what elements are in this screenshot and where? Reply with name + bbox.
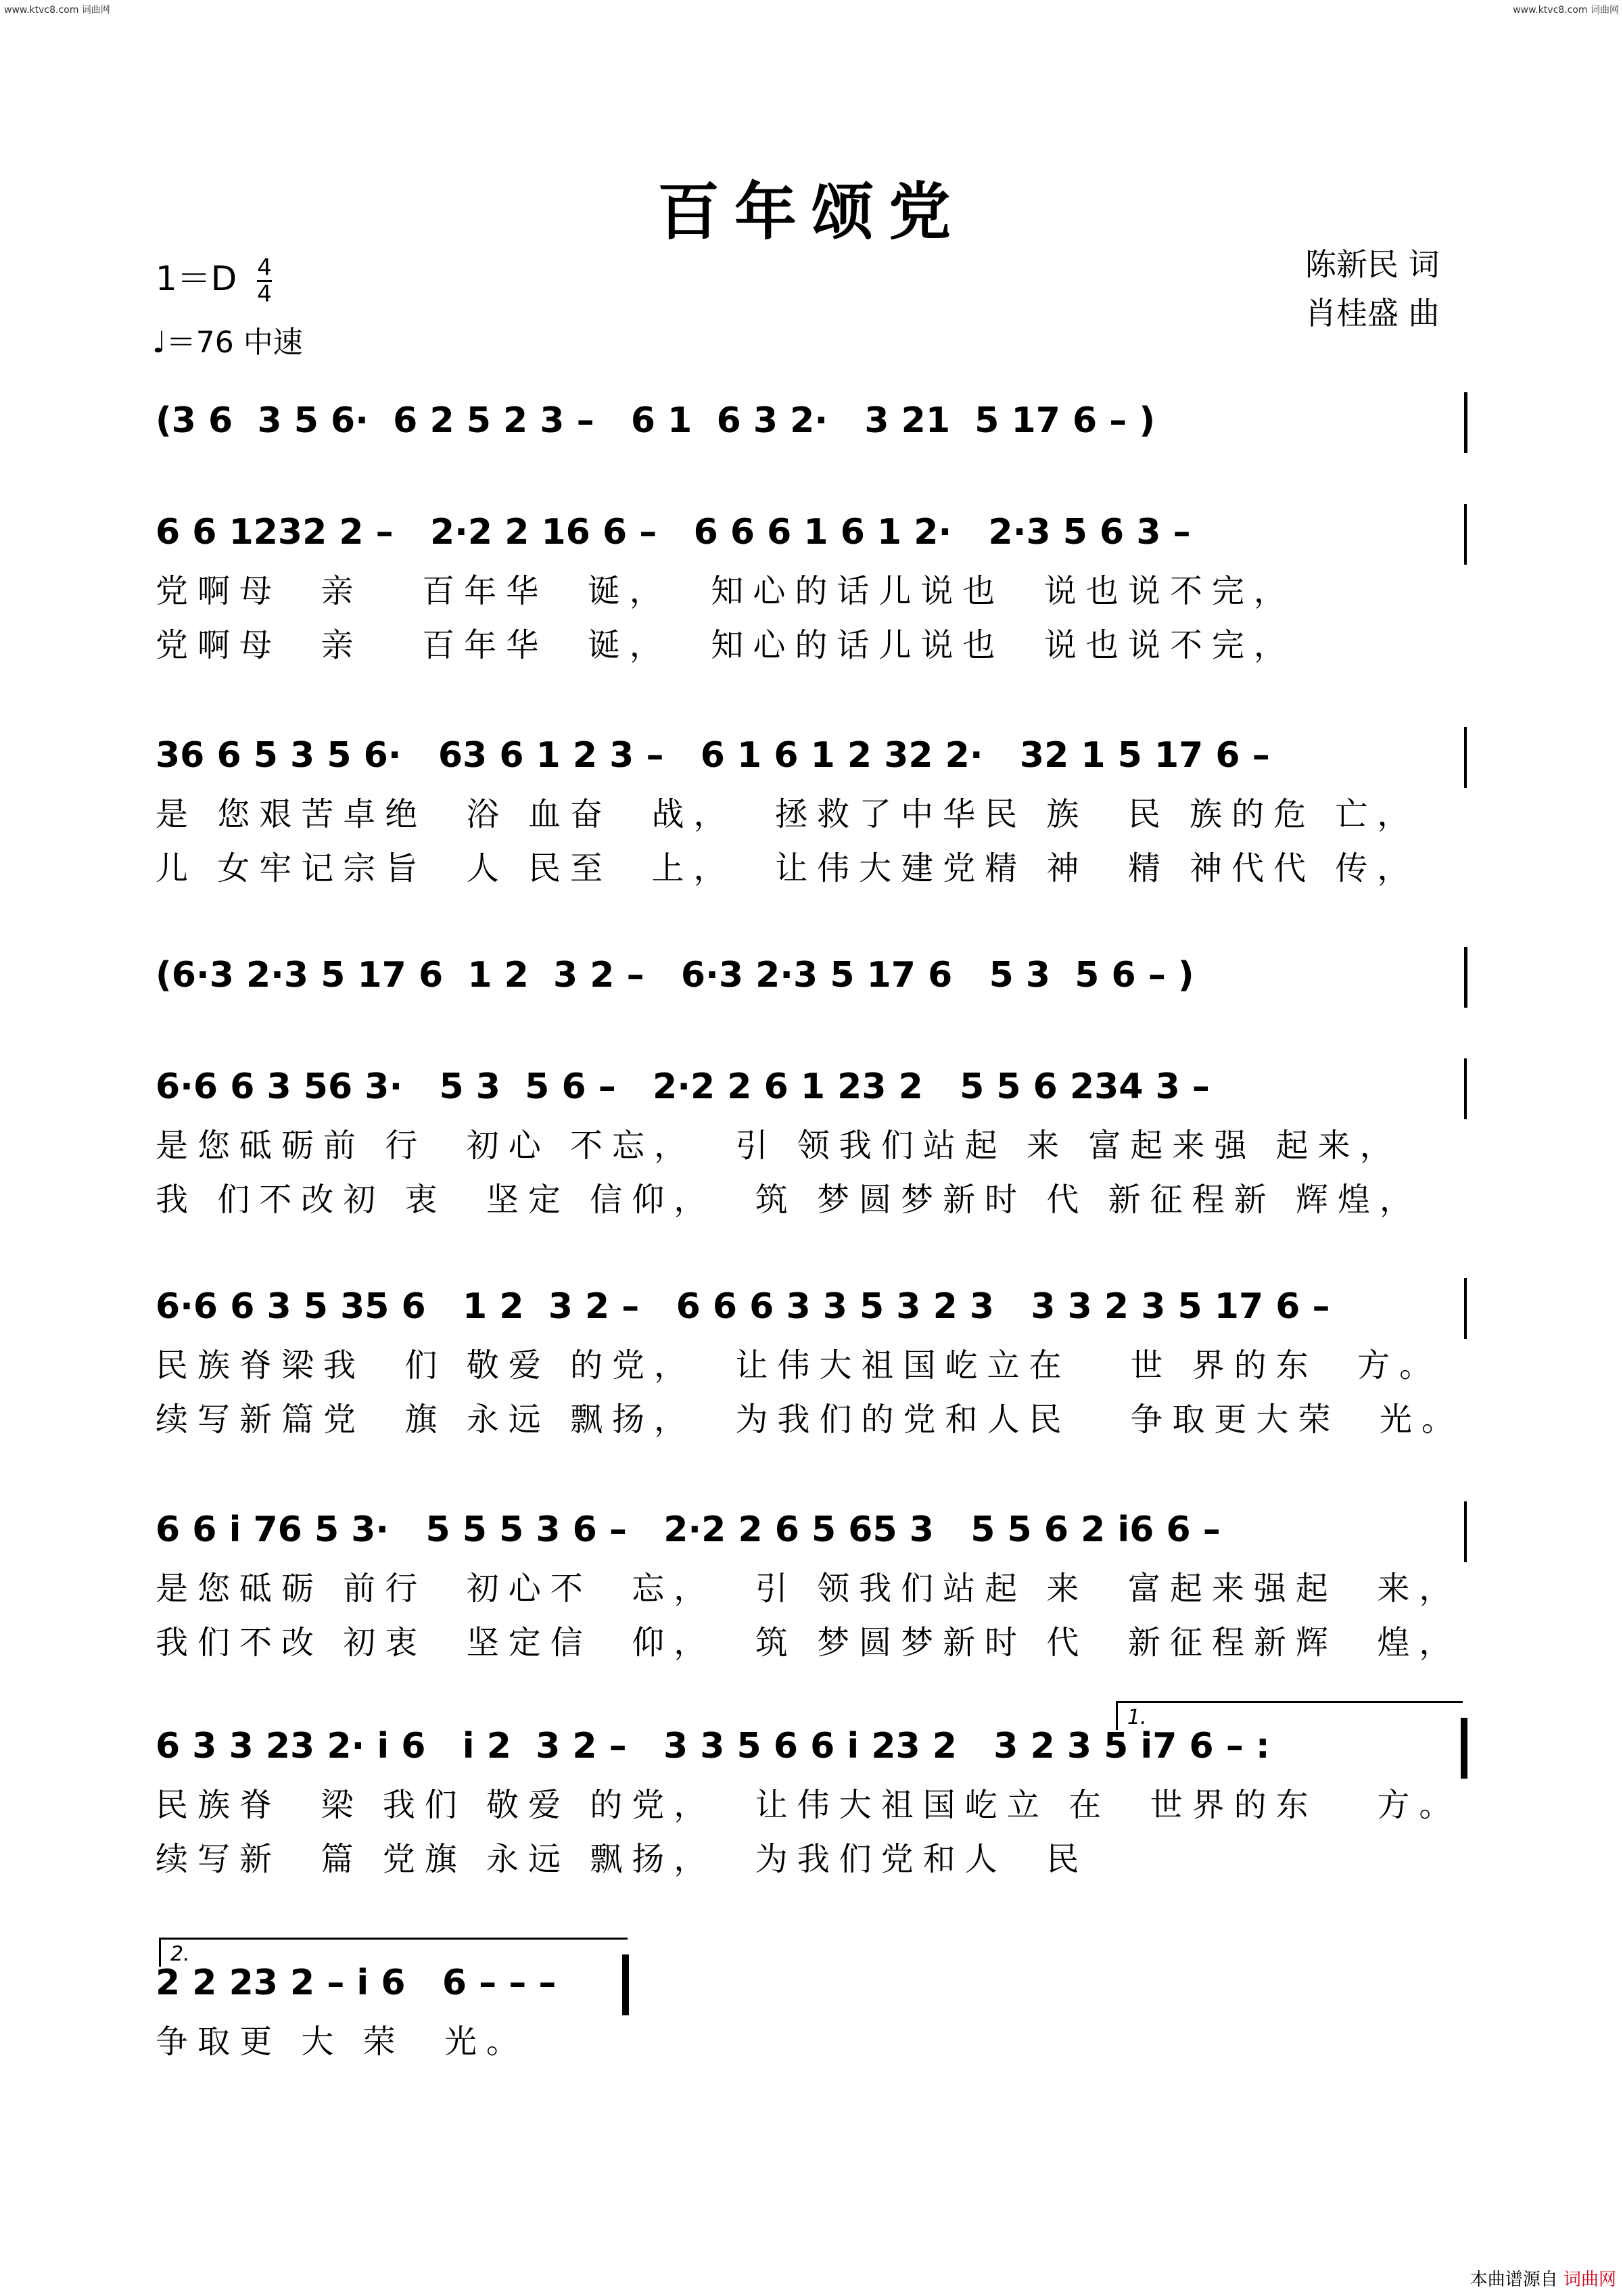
lyric-verse-1: 民族脊梁我 们 敬爱 的党， 让伟大祖国屹立在 世 界的东 方。 <box>156 1346 1442 1384</box>
notes-line: 6·6 6 3 56 3· 5 3 5 6 – 2·2 2 6 1 23 2 5 5 6 234 3 – <box>156 1067 1210 1107</box>
composer-credit: 肖桂盛 曲 <box>1305 295 1440 331</box>
lyric-verse-1: 是您砥砺前 行 初心 不忘， 引 领我们站起 来 富起来强 起来， <box>156 1127 1402 1165</box>
notes-line: 6 3 3 23 2· i 6 i 2 3 2 – 3 3 5 6 6 i 23 2 3 2 3 5 i7 6 – : <box>156 1726 1270 1766</box>
time-signature-top: 4 <box>257 254 272 281</box>
credits <box>1305 240 1440 337</box>
notes-line: 36 6 5 3 5 6· 63 6 1 2 3 – 6 1 6 1 2 32 2· 32 1 5 17 6 – <box>156 735 1270 776</box>
time-signature-bottom: 4 <box>257 281 272 308</box>
lyric-verse-2: 党啊母 亲 百年华 诞， 知心的话儿说也 说也说不完， <box>156 626 1296 664</box>
key-label: 1＝D <box>156 259 237 298</box>
lyric-verse-1: 争取更 大 荣 光。 <box>156 2023 529 2061</box>
volta-label: 1. <box>1127 1706 1147 1729</box>
footer <box>1470 2266 1616 2291</box>
lyric-verse-2: 我 们不改初 衷 坚定 信仰， 筑 梦圆梦新时 代 新征程新 辉煌， <box>156 1181 1421 1219</box>
barline <box>1464 947 1467 1008</box>
barline <box>1464 392 1467 453</box>
footer-source: 本曲谱源自 <box>1469 2270 1558 2290</box>
barline <box>1464 727 1467 788</box>
barline <box>1464 504 1467 565</box>
volta-label: 2. <box>170 1942 190 1966</box>
time-signature <box>257 256 272 306</box>
barline <box>1464 1501 1467 1562</box>
watermark-right: www.ktvc8.com 词曲网 <box>1513 5 1619 16</box>
key-signature <box>156 252 272 306</box>
footer-site[interactable]: 词曲网 <box>1563 2270 1616 2290</box>
repeat-barline <box>1461 1718 1467 1779</box>
song-title: 百年颂党 <box>657 175 966 248</box>
lyric-verse-2: 儿 女牢记宗旨 人 民至 上， 让伟大建党精 神 精 神代代 传， <box>156 849 1419 887</box>
notes-line: 6 6 1232 2 – 2·2 2 16 6 – 6 6 6 1 6 1 2· 2·3 5 6 3 – <box>156 512 1191 553</box>
barline <box>1464 1278 1467 1339</box>
lyric-verse-2: 我们不改 初衷 坚定信 仰， 筑 梦圆梦新时 代 新征程新辉 煌， <box>156 1624 1461 1662</box>
lyric-verse-1: 民族脊 梁 我们 敬爱 的党， 让伟大祖国屹立 在 世界的东 方。 <box>156 1786 1461 1824</box>
lyric-verse-1: 党啊母 亲 百年华 诞， 知心的话儿说也 说也说不完， <box>156 572 1296 610</box>
final-barline <box>622 1954 629 2015</box>
barline <box>1464 1058 1467 1119</box>
tempo-marking: ♩＝76 中速 <box>152 325 303 360</box>
lyric-verse-1: 是您砥砺 前行 初心不 忘， 引 领我们站起 来 富起来强起 来， <box>156 1570 1461 1608</box>
lyricist-credit: 陈新民 词 <box>1305 246 1440 283</box>
watermark-left: www.ktvc8.com 词曲网 <box>4 5 110 16</box>
notes-line: (3 6 3 5 6· 6 2 5 2 3 – 6 1 6 3 2· 3 21 5 17 6 – ) <box>156 400 1156 441</box>
notes-line: 6 6 i 76 5 3· 5 5 5 3 6 – 2·2 2 6 5 65 3 5 5 6 2 i6 6 – <box>156 1509 1221 1550</box>
notes-line: 6·6 6 3 5 35 6 1 2 3 2 – 6 6 6 3 3 5 3 2 3 3 3 2 3 5 17 6 – <box>156 1286 1330 1327</box>
lyric-verse-2: 续写新篇党 旗 永远 飘扬， 为我们的党和人民 争取更大荣 光。 <box>156 1401 1463 1438</box>
lyric-verse-2: 续写新 篇 党旗 永远 飘扬， 为我们党和人 民 <box>156 1840 1089 1878</box>
notes-line: (6·3 2·3 5 17 6 1 2 3 2 – 6·3 2·3 5 17 6 5 3 5 6 – ) <box>156 955 1194 995</box>
lyric-verse-1: 是 您艰苦卓绝 浴 血奋 战， 拯救了中华民 族 民 族的危 亡， <box>156 795 1419 833</box>
notes-line: 2 2 23 2 – i 6 6 – – – <box>156 1963 557 2003</box>
